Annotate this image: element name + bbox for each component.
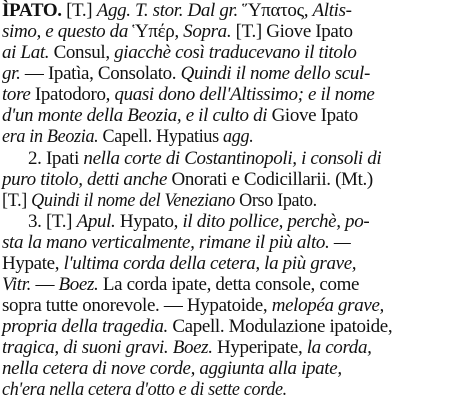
text-segment: Ipatodoro,	[34, 84, 115, 105]
entry-line	[2, 21, 464, 43]
entry-line	[2, 337, 464, 359]
entry-line	[2, 274, 464, 296]
text-segment: Ὕπατος	[242, 0, 304, 21]
entry-line	[2, 190, 442, 212]
entry-line	[2, 126, 442, 148]
text-segment: sopra tutte onorevole. — Hypatoide,	[2, 295, 272, 316]
entry-line	[2, 232, 464, 254]
text-segment: sta la mano verticalmente, rimane il più alto. —	[2, 232, 351, 253]
text-segment: Ὑπέρ	[132, 21, 175, 42]
text-segment: Agg. T. stor. Dal gr.	[96, 0, 243, 21]
text-segment: la corda,	[306, 337, 372, 358]
text-segment: Hyperipate,	[212, 337, 307, 358]
text-segment: 2.	[28, 148, 46, 169]
entry-line	[28, 148, 464, 170]
text-segment: —	[31, 274, 59, 295]
text-segment: Apul.	[76, 211, 116, 232]
text-segment: Boez.	[58, 274, 99, 295]
text-segment: d'un monte della Beozia, e il culto di	[2, 105, 272, 126]
text-segment: quasi dono dell'Altissimo; e il nome	[114, 84, 375, 105]
text-segment: Capell. Hypatius	[102, 126, 224, 147]
entry-line	[2, 253, 464, 275]
text-segment: [T.] Giove Ipato	[235, 21, 353, 42]
entry-line	[2, 63, 464, 85]
text-segment: Hypate,	[2, 253, 64, 274]
text-segment: Ipati	[45, 148, 84, 169]
text-segment: Orso Ipato.	[239, 190, 317, 211]
text-segment: giacchè così traducevano il titolo	[114, 42, 357, 63]
entry-line	[2, 84, 464, 106]
text-segment: Quindi il nome dello scul-	[180, 63, 370, 84]
text-segment: propria della tragedia.	[2, 316, 173, 337]
entry-line	[2, 105, 464, 127]
text-segment: l'ultima corda della cetera, la più grave,	[63, 253, 357, 274]
text-segment: il dito pollice, perchè, po-	[182, 211, 370, 232]
text-segment: , Sopra.	[174, 21, 236, 42]
text-segment: tragica, di suoni gravi. Boez.	[2, 337, 213, 358]
text-segment: La corda ipate, detta console, come	[98, 274, 360, 295]
text-segment: Consul,	[49, 42, 115, 63]
text-segment: nella cetera di nove corde, aggiunta alla ipate,	[2, 358, 342, 379]
entry-line	[2, 295, 464, 317]
text-segment: Onorati e Codicillarii. (Mt.)	[171, 169, 373, 190]
entry-line	[2, 316, 464, 338]
text-segment: Vitr.	[2, 274, 32, 295]
entry-line	[2, 358, 464, 380]
entry-line	[2, 379, 442, 401]
text-segment: nella corte di Costantinopoli, i consoli di	[83, 148, 382, 169]
text-segment: melopéa grave,	[271, 295, 384, 316]
text-segment: 3. [T.]	[28, 211, 77, 232]
text-segment: [T.]	[2, 190, 32, 211]
text-segment: [T.]	[61, 0, 97, 21]
text-segment: puro titolo, detti anche	[2, 169, 172, 190]
text-segment: agg.	[223, 126, 254, 147]
text-segment: tore	[2, 84, 35, 105]
entry-line	[28, 211, 464, 233]
text-segment: Quindi il nome del Veneziano	[31, 190, 240, 211]
entry-line	[2, 0, 464, 22]
text-segment: ai Lat.	[2, 42, 50, 63]
text-segment: Giove Ipato	[271, 105, 358, 126]
text-segment: era in Beozia.	[2, 126, 103, 147]
text-segment: Capell. Modulazione ipatoide,	[172, 316, 393, 337]
text-segment: gr.	[2, 63, 21, 84]
entry-line	[2, 169, 464, 191]
text-segment: , Altis-	[303, 0, 352, 21]
text-segment: simo, e questo da	[2, 21, 133, 42]
text-segment: ch'era nella cetera d'otto e di sette corde.	[2, 379, 287, 400]
text-segment: — Ipatìa, Consolato.	[20, 63, 181, 84]
text-segment: Hypato,	[115, 211, 183, 232]
entry-line	[2, 42, 464, 64]
text-segment: ÌPATO.	[2, 0, 62, 21]
